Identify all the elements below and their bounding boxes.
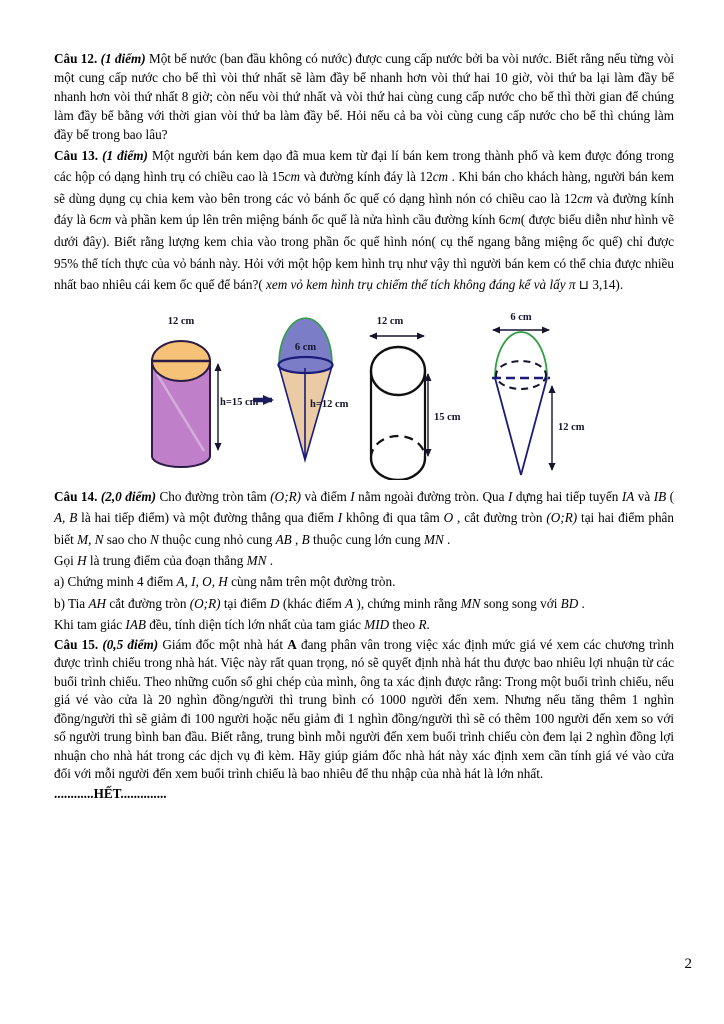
solid-cylinder-height-label: h=15 cm [220, 396, 259, 408]
filled-cone-diameter-label: 6 cm [294, 341, 317, 353]
page-number: 2 [684, 956, 692, 972]
para-q14-goi: Gọi H là trung điểm của đoạn thẳng MN . [54, 552, 274, 568]
q13-figure [140, 308, 600, 480]
para-q15: Câu 15. (0,5 điểm) Giám đốc một nhà hát A đang phân vân trong việc xác định mức giá vé xem các chương trình được trình chiếu trong nhà hát. Việc này rất quan trọng, nó sẽ quyết định nhà hát thu được bao nhiêu lợi nhuận từ các buổi trình chiếu. Theo những cuốn sổ ghi chép của mình, ông ta xác định được rằng: Trong một buổi trình chiếu, nếu giá vé vào cửa là 20 nghìn đồng/người thì trung bình có 1000 người đến xem. Nhưng nếu tăng thêm 1 nghìn đồng/người thì sẽ giảm đi 100 người hoặc nếu giảm đi 1 nghìn đồng/người thì sẽ có thêm 100 người đến xem so với số người trung bình ban đầu. Biết rằng, trung bình mỗi người đến xem buổi trình chiếu còn đem lại 2 nghìn đồng lợi nhuận cho nhà hát trong các dịch vụ đi kèm. Hãy giúp giám đốc nhà hát này xác định xem cần tính giá vé vào cửa đối với mỗi người đến xem buổi trình chiếu là bao nhiêu để thu nhập của nhà hát là lớn nhất. [54, 636, 674, 782]
filled-cone-height-label: h=12 cm [310, 398, 349, 410]
para-q12: Câu 12. (1 điểm) Một bể nước (ban đầu không có nước) được cung cấp nước bởi ba vòi nước. Biết rằng nếu từng vòi một cung cấp nước cho bể thì vòi thứ nhất sẽ làm đầy bể nhanh hơn vòi thứ hai 10 giờ, vòi thứ ba lại làm đầy bể nhanh hơn vòi thứ nhất 8 giờ; còn nếu vòi thứ nhất và vòi thứ hai cùng cung cấp nước cho bể thì thời gian để chúng làm đầy bể bằng với thời gian vòi thứ ba làm đầy bể. Hỏi nếu cả ba vòi cùng cung cấp nước cho bể thì chúng làm đầy bể trong bao lâu? [54, 51, 674, 142]
outline-cylinder-diameter-label: 12 cm [376, 315, 404, 327]
outline-cone-diameter-label: 6 cm [510, 311, 532, 323]
para-het: ............HẾT.............. [54, 785, 167, 801]
solid-cylinder-figure [152, 316, 259, 467]
outline-cylinder-figure [370, 316, 461, 480]
solid-cylinder-diameter-label: 12 cm [167, 315, 195, 327]
outline-cone-height-label: 12 cm [558, 421, 585, 433]
outline-cylinder-bottom-front [371, 458, 425, 480]
outline-cylinder-bottom-back-dashed [371, 436, 425, 458]
document-body [54, 50, 674, 804]
outline-cone-figure [492, 312, 585, 475]
para-q13: Câu 13. (1 điểm) Một người bán kem dạo đã mua kem từ đại lí bán kem trong thành phố và kem được đóng trong các hộp có dạng hình trụ có chiều cao là 15cm và đường kính đáy là 12cm . Khi bán cho khách hàng, người bán kem sẽ dùng dụng cụ chia kem vào bên trong các vỏ bánh ốc quế có dạng hình nón có chiều cao là 12cm và đường kính đáy là 6cm và phần kem úp lên trên miệng bánh ốc quế là nửa hình cầu đường kính 6cm( được biểu diễn như hình vẽ dưới đây). Biết rằng lượng kem chia vào trong phần ốc quế hình nón( cụ thể ngang bằng miệng ốc quế) chỉ được 95% thể tích thực của vỏ bánh này. Hỏi với một hộp kem hình trụ như vậy thì người bán kem có thể chia được nhiều nhất bao nhiêu cái kem ốc quế để bán?( xem vỏ kem hình trụ chiếm thể tích không đáng kể và lấy π ⊔ 3,14). [54, 147, 674, 293]
outline-cylinder-top [371, 347, 425, 395]
hidden-rim-ellipse-dashed [496, 361, 546, 389]
para-q14-b: b) Tia AH cắt đường tròn (O;R) tại điểm D (khác điểm A ), chứng minh rằng MN song song với BD . [54, 595, 585, 611]
outline-cone-sides [495, 378, 547, 475]
questions-bottom [54, 486, 674, 804]
para-q14-khi: Khi tam giác IAB đều, tính diện tích lớn nhất của tam giác MID theo R. [54, 617, 430, 633]
questions-top [54, 50, 674, 296]
hemisphere-arc [495, 332, 547, 378]
ice-cream-figure [140, 308, 600, 480]
filled-cone-figure [279, 318, 349, 460]
outline-cylinder-height-label: 15 cm [434, 411, 461, 423]
para-q14-intro: Câu 14. (2,0 điểm) Cho đường tròn tâm (O;R) và điểm I nằm ngoài đường tròn. Qua I dựng hai tiếp tuyến IA và IB ( A, B là hai tiếp điểm) và một đường thẳng qua điểm I không đi qua tâm O , cắt đường tròn (O;R) tại hai điểm phân biết M, N sao cho N thuộc cung nhỏ cung AB , B thuộc cung lớn cung MN . [54, 488, 675, 547]
para-q14-a: a) Chứng minh 4 điểm A, I, O, H cùng nằm trên một đường tròn. [54, 574, 396, 590]
